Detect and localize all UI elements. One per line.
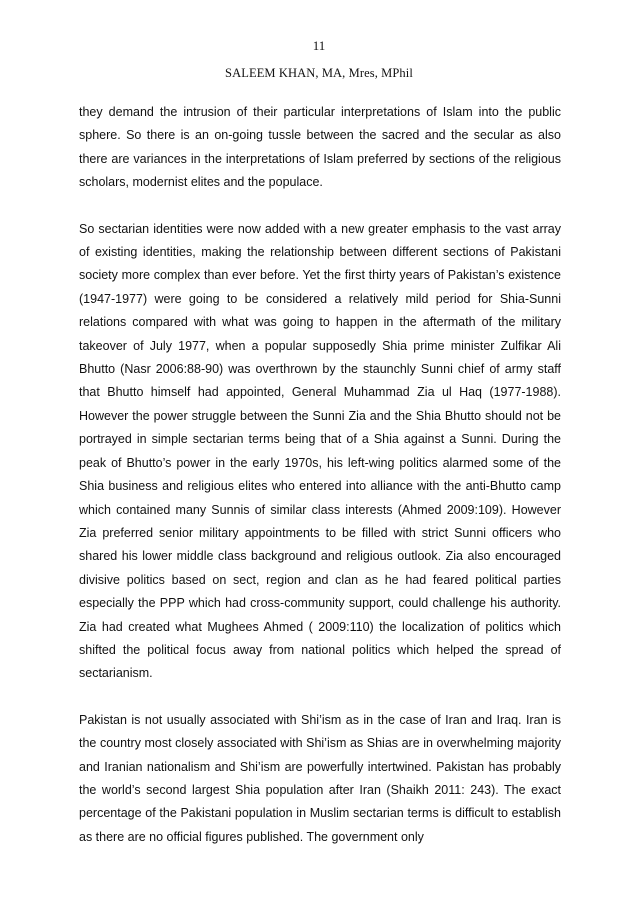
- paragraph: Pakistan is not usually associated with Shi’ism as in the case of Iran and Iraq. Iran is the country most closely associated with Shi’ism as Shias are in overwhelming majority and Iranian nationalism and Shi’ism are powerfully intertwined. Pakistan has probably the world’s second largest Shia population after Iran (Shaikh 2011: 243). The exact percentage of the Pakistani population in Muslim sectarian terms is difficult to establish as there are no official figures published. The government only: [79, 712, 561, 844]
- body-text: [79, 101, 561, 872]
- paragraph: So sectarian identities were now added with a new greater emphasis to the vast array of existing identities, making the relationship between different sections of Pakistani society more complex than ever before. Yet the first thirty years of Pakistan’s existence (1947-1977) were going to be considered a relatively mild period for Shia-Sunni relations compared with what was going to happen in the aftermath of the military takeover of July 1977, when a popular supposedly Shia prime minister Zulfikar Ali Bhutto (Nasr 2006:88-90) was overthrown by the staunchly Sunni chief of army staff that Bhutto himself had appointed, General Muhammad Zia ul Haq (1977-1988). However the power struggle between the Sunni Zia and the Shia Bhutto should not be portrayed in simple sectarian terms being that of a Shia against a Sunni. During the peak of Bhutto’s power in the early 1970s, his left-wing politics alarmed some of the Shia business and religious elites who entered into alliance with the anti-Bhutto camp which contained many Sunnis of similar class interests (Ahmed 2009:109). However Zia preferred senior military appointments to be filled with strict Sunni officers who shared his lower middle class background and religious outlook. Zia also encouraged divisive politics based on sect, region and clan as he had feared political parties especially the PPP which had cross-community support, could challenge his authority. Zia had created what Mughees Ahmed ( 2009:110) the localization of politics which shifted the political focus away from national politics which helped the spread of sectarianism.: [79, 221, 561, 681]
- paragraph: they demand the intrusion of their particular interpretations of Islam into the public sphere. So there is an on-going tussle between the sacred and the secular as also there are variances in the interpretations of Islam preferred by sections of the religious scholars, modernist elites and the populace.: [79, 105, 561, 190]
- page-number: 11: [312, 38, 326, 53]
- running-header: SALEEM KHAN, MA, Mres, MPhil: [225, 66, 413, 80]
